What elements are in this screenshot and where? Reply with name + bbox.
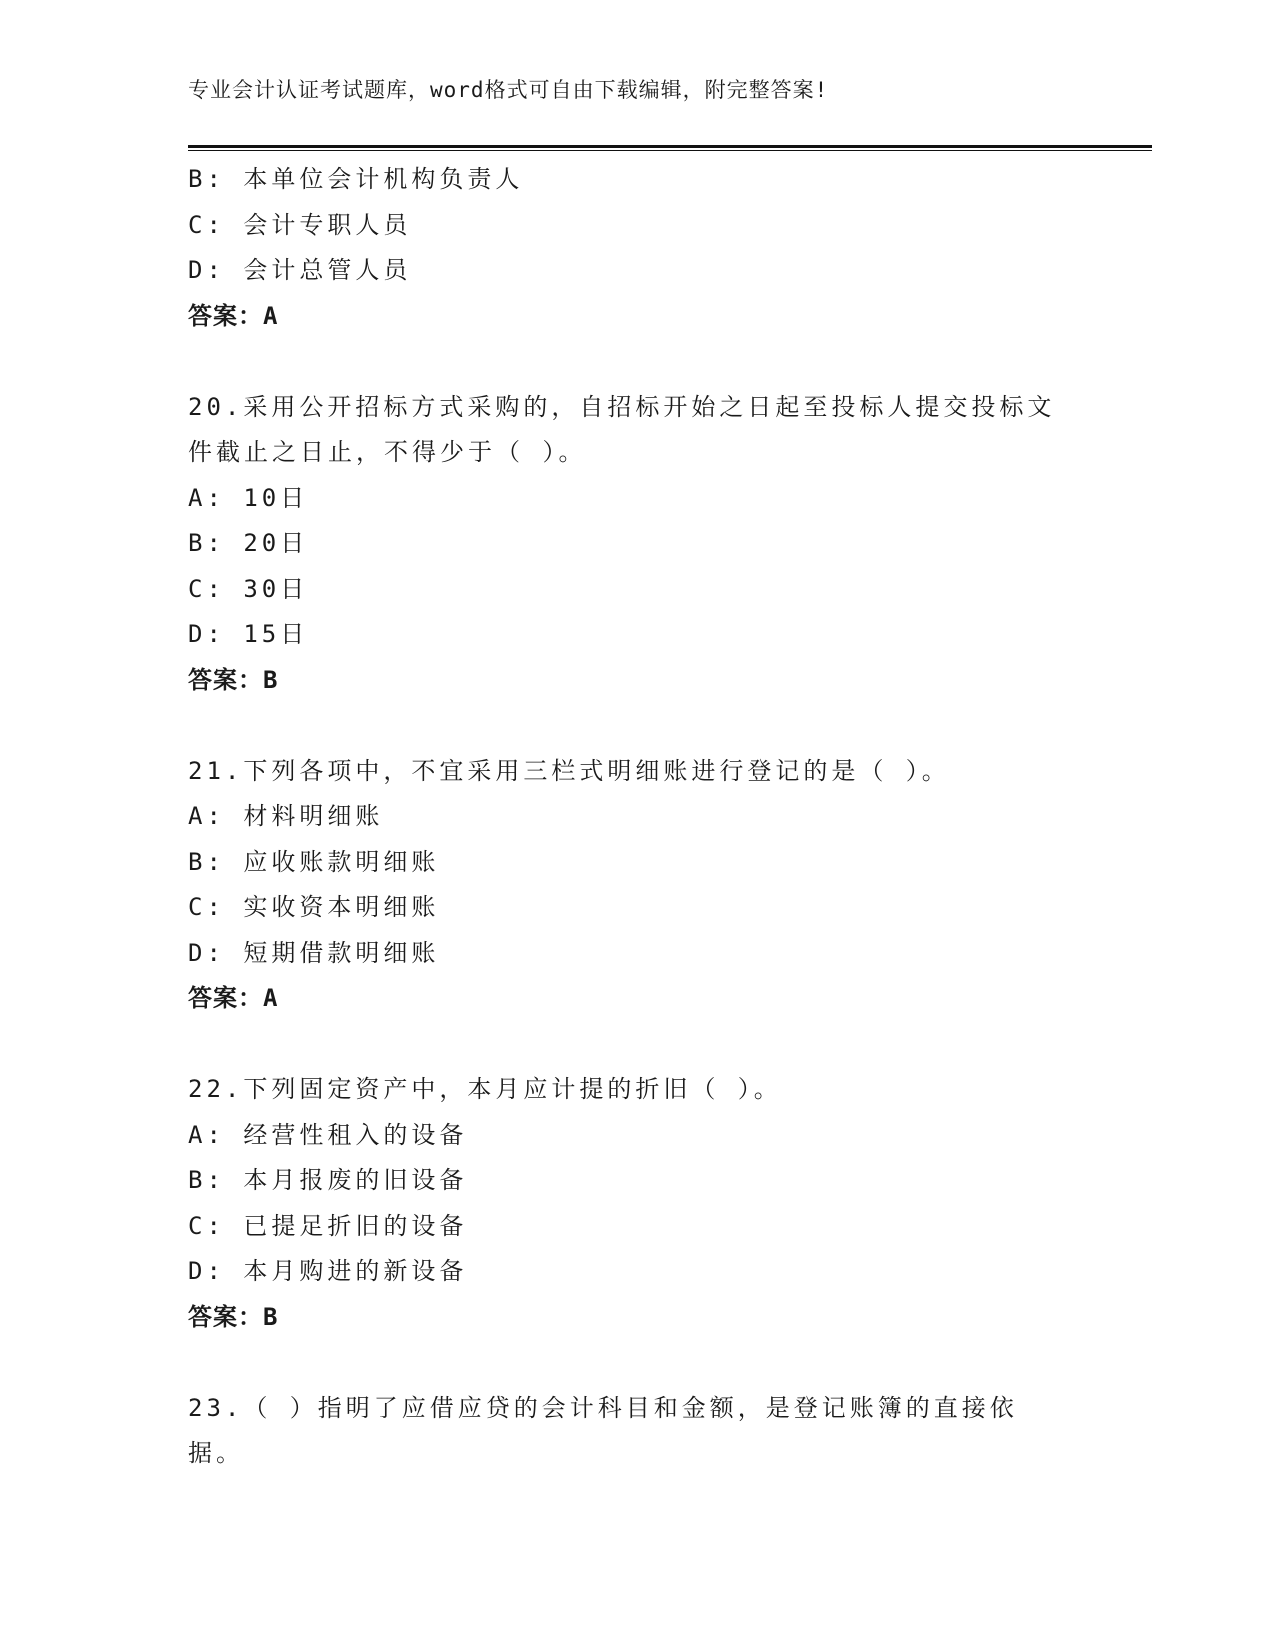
option-d: D: 会计总管人员	[188, 256, 412, 284]
option-c: C: 会计专职人员	[188, 210, 412, 239]
option-a: A: 经营性租入的设备	[188, 1120, 468, 1149]
option-c: C: 已提足折旧的设备	[188, 1211, 468, 1240]
answer: 答案：A	[188, 301, 279, 330]
header-rule	[188, 145, 1152, 148]
option-c: C: 实收资本明细账	[188, 893, 440, 921]
answer: 答案：B	[188, 665, 279, 694]
page-header: 专业会计认证考试题库，word格式可自由下载编辑，附完整答案!	[188, 78, 829, 102]
question-list	[188, 157, 1088, 1477]
question-carryover	[188, 157, 1088, 339]
option-d: D: 本月购进的新设备	[188, 1257, 468, 1285]
question-stem: 20.采用公开招标方式采购的，自招标开始之日起至投标人提交投标文	[188, 392, 1056, 421]
spacer	[188, 1340, 1088, 1386]
option-b: B: 本单位会计机构负责人	[188, 165, 524, 193]
option-b: B: 应收账款明细账	[188, 847, 440, 876]
answer: 答案：A	[188, 984, 279, 1012]
question-stem: 22.下列固定资产中，本月应计提的折旧（ ）。	[188, 1075, 782, 1103]
question-stem: 件截止之日止，不得少于（ ）。	[188, 438, 587, 466]
header-rule-thin	[188, 150, 1152, 151]
question-23	[188, 1386, 1088, 1477]
spacer	[188, 703, 1088, 749]
spacer	[188, 339, 1088, 385]
option-c: C: 30日	[188, 574, 309, 603]
option-d: D: 短期借款明细账	[188, 938, 440, 967]
answer: 答案：B	[188, 1302, 279, 1331]
question-stem: 23.（ ）指明了应借应贷的会计科目和金额，是登记账簿的直接依	[188, 1393, 1018, 1422]
option-a: A: 材料明细账	[188, 802, 384, 830]
spacer	[188, 1022, 1088, 1068]
question-stem: 21.下列各项中，不宜采用三栏式明细账进行登记的是（ ）。	[188, 756, 950, 785]
option-d: D: 15日	[188, 620, 309, 648]
option-b: B: 本月报废的旧设备	[188, 1166, 468, 1194]
question-stem: 据。	[188, 1439, 244, 1467]
question-21	[188, 749, 1088, 1022]
question-22	[188, 1067, 1088, 1340]
question-20	[188, 385, 1088, 704]
option-b: B: 20日	[188, 529, 309, 557]
option-a: A: 10日	[188, 483, 309, 512]
